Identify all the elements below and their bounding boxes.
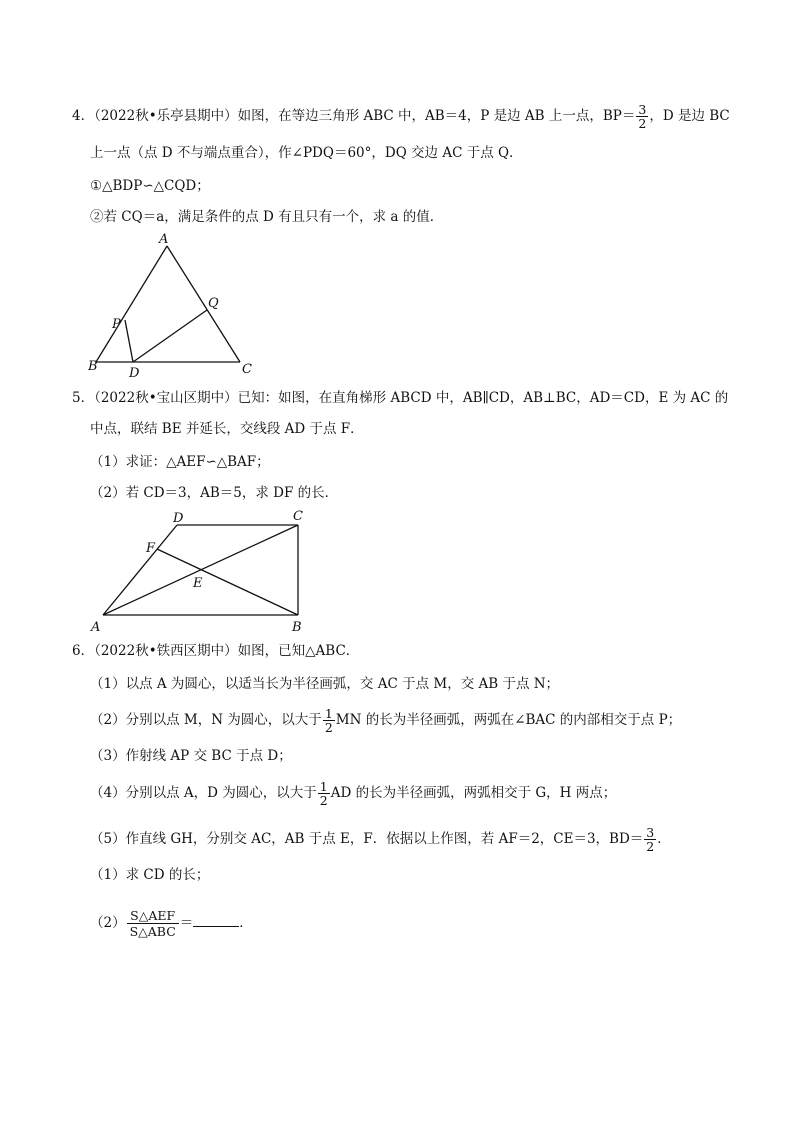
q6-step5-text: （5）作直线 GH，分别交 AC，AB 于点 E，F．依据以上作图，若 AF＝2，CE＝3，BD＝ bbox=[90, 831, 644, 847]
q5-label-e: E bbox=[193, 576, 203, 591]
q4-segment-dq bbox=[133, 310, 207, 362]
q5-diagonal-ac bbox=[103, 525, 298, 615]
q6-bd-fraction: $\frac{3}{2}$ bbox=[646, 825, 655, 854]
q6-step2 bbox=[90, 707, 681, 734]
q6-ask1: （1）求 CD 的长； bbox=[90, 867, 210, 883]
q5-label-c: C bbox=[293, 509, 303, 524]
q5-side-ad bbox=[103, 525, 177, 615]
q4-bp-fraction: $\frac{3}{2}$ bbox=[638, 102, 647, 131]
q5-line2: 中点，联结 BE 并延长，交线段 AD 于点 F． bbox=[90, 421, 364, 437]
q6-step3: （3）作射线 AP 交 BC 于点 D； bbox=[90, 748, 292, 764]
q6-step5 bbox=[90, 826, 671, 853]
q4-line1 bbox=[72, 103, 730, 130]
q4-line1-tail: ，D 是边 BC bbox=[649, 108, 730, 124]
q6-ask2-equals: ＝ bbox=[179, 915, 194, 931]
q5-line1: 5．（2022秋•宝山区期中）已知：如图，在直角梯形 ABCD 中，AB∥CD，AB⊥BC，AD＝CD，E 为 AC 的 bbox=[72, 390, 729, 406]
q6-step4-tail: AD 的长为半径画弧，两弧相交于 G，H 两点； bbox=[330, 785, 617, 801]
q4-item2: ②若 CQ＝a，满足条件的点 D 有且只有一个，求 a 的值． bbox=[90, 209, 444, 225]
q6-half-fraction-2: $\frac{1}{2}$ bbox=[319, 779, 328, 808]
q6-step4 bbox=[90, 780, 616, 807]
q4-label-c: C bbox=[242, 362, 252, 377]
q4-side-ac bbox=[167, 246, 240, 362]
q5-label-f: F bbox=[146, 541, 156, 556]
q6-half-fraction: $\frac{1}{2}$ bbox=[324, 706, 333, 735]
q5-segment-bf bbox=[157, 549, 298, 615]
q4-segment-pd bbox=[125, 320, 133, 362]
q6-area-ratio: $\frac{\text{S△AEF}}{\text{S△ABC}}$ bbox=[127, 908, 179, 939]
q4-label-d: D bbox=[129, 366, 140, 381]
q5-label-d: D bbox=[173, 511, 184, 526]
q6-step5-tail: ． bbox=[657, 831, 671, 847]
q6-ask2 bbox=[90, 908, 253, 939]
q6-line1: 6．（2022秋•铁西区期中）如图，已知△ABC． bbox=[72, 643, 360, 659]
q4-label-a: A bbox=[159, 232, 169, 247]
q4-item1: ①△BDP∽△CQD； bbox=[90, 178, 210, 194]
q4-label-b: B bbox=[88, 359, 98, 374]
q6-ask2-prefix: （2） bbox=[90, 915, 126, 931]
q5-label-b: B bbox=[292, 620, 302, 635]
q4-side-ab bbox=[96, 246, 167, 362]
answer-blank[interactable] bbox=[193, 914, 239, 927]
q6-step4-text: （4）分别以点 A，D 为圆心，以大于 bbox=[90, 785, 317, 801]
q6-ask2-end: ． bbox=[239, 915, 253, 931]
q5-label-a: A bbox=[91, 620, 101, 635]
q6-step1: （1）以点 A 为圆心，以适当长为半径画弧，交 AC 于点 M，交 AB 于点 N； bbox=[90, 676, 560, 692]
q5-item1: （1）求证：△AEF∽△BAF； bbox=[90, 454, 270, 470]
q5-item2: （2）若 CD＝3，AB＝5，求 DF 的长． bbox=[90, 485, 339, 501]
q6-step2-tail: MN 的长为半径画弧，两弧在∠BAC 的内部相交于点 P； bbox=[335, 712, 682, 728]
q6-step2-text: （2）分别以点 M，N 为圆心，以大于 bbox=[90, 712, 322, 728]
q4-line2: 上一点（点 D 不与端点重合），作∠PDQ＝60°，DQ 交边 AC 于点 Q． bbox=[90, 145, 523, 161]
q4-label-q: Q bbox=[208, 296, 219, 311]
q4-line1-text: 4．（2022秋•乐亭县期中）如图，在等边三角形 ABC 中，AB＝4，P 是边 AB 上一点，BP＝ bbox=[72, 108, 636, 124]
q4-label-p: P bbox=[112, 317, 121, 332]
